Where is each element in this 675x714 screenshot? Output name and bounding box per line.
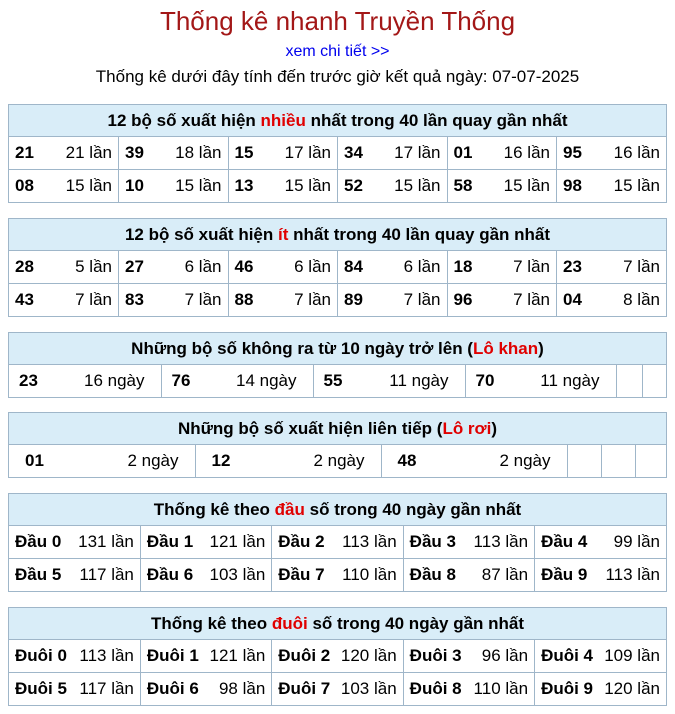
table-cell: 89 7 lần — [338, 284, 448, 317]
empty-cell — [567, 445, 601, 477]
lo-khan-section — [8, 332, 667, 398]
detail-link[interactable]: xem chi tiết >> — [285, 43, 390, 60]
table-cell: 46 6 lần — [228, 251, 338, 284]
table-cell: 52 15 lần — [338, 170, 448, 203]
table-cell: 88 7 lần — [228, 284, 338, 317]
table-cell: 34 17 lần — [338, 137, 448, 170]
table-cell: 70 11 ngày — [465, 365, 616, 397]
table-cell: Đầu 1 121 lần — [140, 526, 271, 559]
table-cell: 15 17 lần — [228, 137, 338, 170]
table-cell: 01 2 ngày — [9, 445, 195, 477]
table-cell: 48 2 ngày — [381, 445, 567, 477]
table-row — [9, 673, 666, 706]
lo-roi-section — [8, 412, 667, 478]
least-frequent-section — [8, 218, 667, 317]
page-title: Thống kê nhanh Truyền Thống — [159, 6, 516, 36]
table-cell: 04 8 lần — [557, 284, 667, 317]
table-row — [9, 526, 666, 559]
table-cell: 27 6 lần — [119, 251, 229, 284]
table-cell: Đuôi 9 120 lần — [535, 673, 666, 706]
table-cell: 55 11 ngày — [313, 365, 465, 397]
table-cell: 10 15 lần — [119, 170, 229, 203]
table-cell: 13 15 lần — [228, 170, 338, 203]
empty-cell — [601, 445, 635, 477]
table-row — [9, 251, 666, 284]
table-cell: Đuôi 6 98 lần — [140, 673, 271, 706]
empty-cell — [642, 365, 668, 397]
table-cell: 12 2 ngày — [195, 445, 381, 477]
section-heading: Những bộ số không ra từ 10 ngày trở lên (Lô khan) — [9, 333, 666, 365]
most-frequent-table — [9, 137, 666, 202]
dau-table — [9, 526, 666, 591]
table-cell: 01 16 lần — [447, 137, 557, 170]
table-cell: 39 18 lần — [119, 137, 229, 170]
table-cell: 23 16 ngày — [9, 365, 161, 397]
table-cell: Đuôi 3 96 lần — [403, 640, 534, 673]
section-heading: 12 bộ số xuất hiện nhiều nhất trong 40 lần quay gần nhất — [9, 105, 666, 137]
table-cell: 58 15 lần — [447, 170, 557, 203]
table-cell: Đầu 0 131 lần — [9, 526, 140, 559]
duoi-table — [9, 640, 666, 705]
duoi-section — [8, 607, 667, 706]
table-cell: 98 15 lần — [557, 170, 667, 203]
table-cell: 43 7 lần — [9, 284, 119, 317]
table-row — [9, 170, 666, 203]
table-cell: 84 6 lần — [338, 251, 448, 284]
empty-cell — [616, 365, 642, 397]
section-heading: 12 bộ số xuất hiện ít nhất trong 40 lần quay gần nhất — [9, 219, 666, 251]
empty-cell — [635, 445, 666, 477]
lo-khan-table — [9, 365, 668, 397]
table-row — [9, 640, 666, 673]
table-cell: Đầu 6 103 lần — [140, 559, 271, 592]
least-frequent-table — [9, 251, 666, 316]
section-heading: Thống kê theo đầu số trong 40 ngày gần nhất — [9, 494, 666, 526]
table-cell: Đuôi 0 113 lần — [9, 640, 140, 673]
table-cell: 08 15 lần — [9, 170, 119, 203]
table-cell: 83 7 lần — [119, 284, 229, 317]
table-cell: Đuôi 1 121 lần — [140, 640, 271, 673]
lo-roi-table — [9, 445, 666, 477]
table-cell: 23 7 lần — [557, 251, 667, 284]
table-cell: Đầu 5 117 lần — [9, 559, 140, 592]
table-cell: Đầu 2 113 lần — [272, 526, 403, 559]
table-cell: 95 16 lần — [557, 137, 667, 170]
table-row — [9, 365, 668, 397]
table-cell: Đuôi 7 103 lần — [272, 673, 403, 706]
dau-section — [8, 493, 667, 592]
table-cell: Đuôi 2 120 lần — [272, 640, 403, 673]
page-subtitle: Thống kê dưới đây tính đến trước giờ kết quả ngày: 07-07-2025 — [95, 67, 580, 86]
table-cell: Đầu 7 110 lần — [272, 559, 403, 592]
table-cell: 96 7 lần — [447, 284, 557, 317]
table-cell: 21 21 lần — [9, 137, 119, 170]
table-cell: Đuôi 4 109 lần — [535, 640, 666, 673]
most-frequent-section — [8, 104, 667, 203]
table-cell: Đuôi 5 117 lần — [9, 673, 140, 706]
table-cell: Đầu 8 87 lần — [403, 559, 534, 592]
table-cell: 28 5 lần — [9, 251, 119, 284]
table-cell: Đầu 3 113 lần — [403, 526, 534, 559]
table-cell: Đuôi 8 110 lần — [403, 673, 534, 706]
section-heading: Những bộ số xuất hiện liên tiếp (Lô rơi) — [9, 413, 666, 445]
table-cell: 76 14 ngày — [161, 365, 313, 397]
table-row — [9, 445, 666, 477]
table-row — [9, 559, 666, 592]
table-row — [9, 284, 666, 317]
table-row — [9, 137, 666, 170]
table-cell: Đầu 4 99 lần — [535, 526, 666, 559]
table-cell: Đầu 9 113 lần — [535, 559, 666, 592]
section-heading: Thống kê theo đuôi số trong 40 ngày gần nhất — [9, 608, 666, 640]
table-cell: 18 7 lần — [447, 251, 557, 284]
